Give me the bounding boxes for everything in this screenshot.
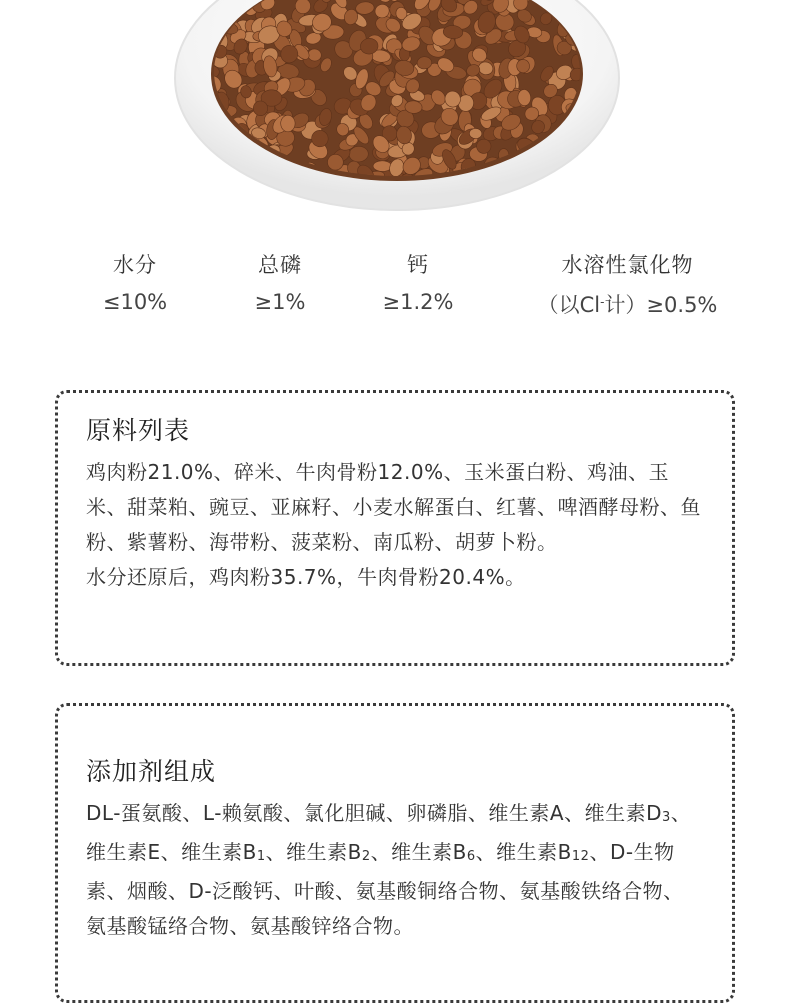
ingredients-list: 鸡肉粉21.0%、碎米、牛肉骨粉12.0%、玉米蛋白粉、鸡油、玉米、甜菜粕、豌豆、亚麻籽、小麦水解蛋白、红薯、啤酒酵母粉、鱼粉、紫薯粉、海带粉、菠菜粉、南瓜粉、胡萝卜粉。 [86, 455, 704, 560]
ingredients-title: 原料列表 [86, 413, 704, 449]
additives-text: 、维生素B [371, 840, 467, 864]
nutrient-value: ≥1% [225, 287, 335, 317]
nutrient-chloride [505, 250, 750, 320]
kibble-piece [373, 161, 392, 172]
vitamin-subscript: 3 [662, 810, 671, 825]
additives-text: 、维生素B [266, 840, 362, 864]
additives-title: 添加剂组成 [86, 754, 704, 790]
nutrient-name: 水溶性氯化物 [505, 250, 750, 280]
ingredients-panel [55, 390, 735, 666]
additives-text: 、D-生物素、烟酸、D-泛酸钙、叶酸、氨基酸铜络合物、氨基酸铁络合物、氨基酸锰络合物、氨基酸锌络合物。 [86, 840, 684, 938]
kibble-piece [469, 128, 482, 138]
nutrient-name: 总磷 [225, 250, 335, 280]
vitamin-subscript: 2 [362, 849, 371, 864]
food-bowl-image [0, 0, 790, 215]
vitamin-subscript: 6 [467, 849, 476, 864]
nutrient-name: 钙 [363, 250, 473, 280]
value-superscript: - [600, 295, 604, 309]
kibble-piece [281, 115, 296, 132]
nutrient-value [505, 287, 750, 320]
vitamin-subscript: 1 [257, 849, 266, 864]
additives-panel [55, 703, 735, 1003]
value-suffix: 计）≥0.5% [604, 293, 717, 317]
additives-text: 、维生素E、维生素B [86, 801, 691, 864]
nutrient-moisture [80, 250, 190, 317]
nutrient-value: ≤10% [80, 287, 190, 317]
nutrient-value: ≥1.2% [363, 287, 473, 317]
kibble-piece [201, 167, 222, 188]
kibble-piece [571, 156, 594, 178]
additives-list [86, 796, 704, 944]
value-prefix: （以Cl [538, 293, 601, 317]
kibble-piece [476, 139, 491, 153]
additives-text: DL-蛋氨酸、L-赖氨酸、氯化胆碱、卵磷脂、维生素A、维生素D [86, 801, 662, 825]
additives-text: 、维生素B [476, 840, 572, 864]
nutrient-table [0, 250, 790, 330]
ingredients-note: 水分还原后，鸡肉粉35.7%，牛肉骨粉20.4%。 [86, 560, 704, 595]
nutrient-calcium [363, 250, 473, 317]
vitamin-subscript: 12 [572, 849, 590, 864]
ingredients-body [86, 455, 704, 595]
nutrient-name: 水分 [80, 250, 190, 280]
nutrient-phosphorus [225, 250, 335, 317]
